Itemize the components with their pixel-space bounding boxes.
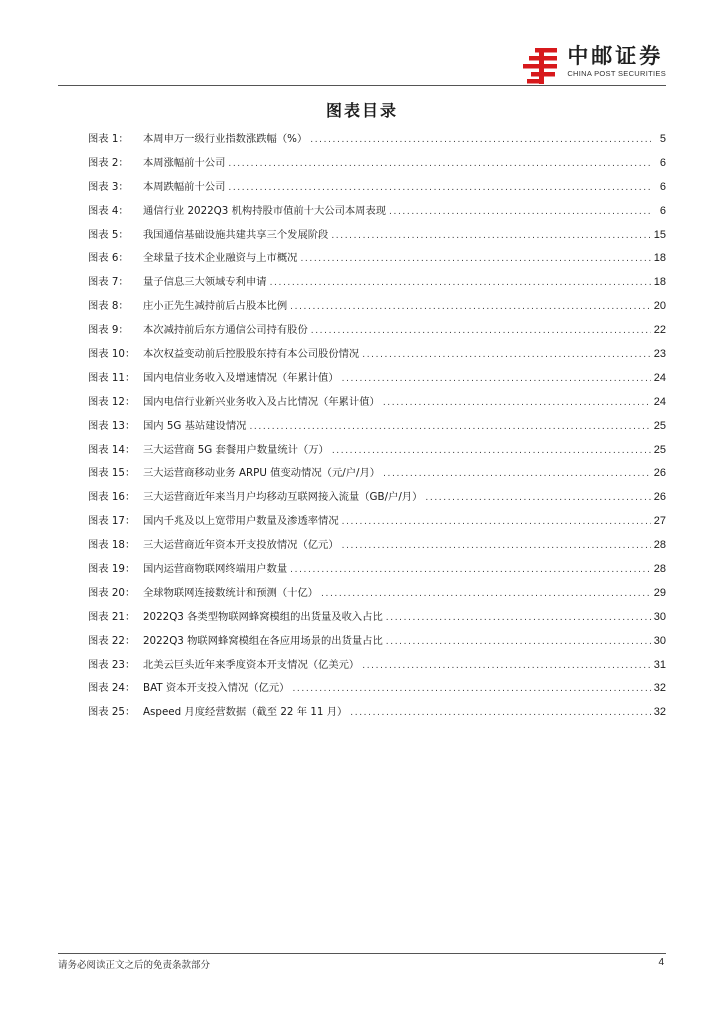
brand-name-en: CHINA POST SECURITIES (567, 69, 666, 78)
toc-entry-title[interactable]: 2022Q3 各类型物联网蜂窝模组的出货量及收入占比 (143, 610, 383, 623)
toc-dot-leader (389, 207, 651, 217)
toc-entry-label: 图表 25： (88, 706, 136, 719)
toc-entry-label: 图表 2： (88, 156, 129, 169)
toc-entry-label: 图表 24： (88, 682, 136, 695)
toc-entry-page[interactable]: 18 (653, 252, 666, 265)
toc-entry[interactable] (88, 488, 666, 512)
toc-dot-leader (249, 422, 650, 432)
toc-entry-page[interactable]: 32 (653, 706, 666, 719)
toc-entry[interactable] (88, 369, 666, 393)
toc-entry-label: 图表 23： (88, 658, 136, 671)
toc-entry-title[interactable]: Aspeed 月度经营数据（截至 22 年 11 月） (143, 706, 348, 719)
brand-name-cn: 中邮证券 (567, 44, 664, 68)
toc-entry[interactable] (88, 178, 666, 202)
toc-dot-leader (228, 159, 651, 169)
toc-entry-label: 图表 13： (88, 419, 136, 432)
toc-entry-page[interactable]: 26 (653, 491, 666, 504)
toc-entry-title[interactable]: 三大运营商 5G 套餐用户数量统计（万） (143, 443, 329, 456)
toc-entry[interactable] (88, 512, 666, 536)
header-divider (58, 85, 666, 86)
toc-entry-title[interactable]: 全球量子技术企业融资与上市概况 (143, 252, 298, 265)
toc-entry-label: 图表 14： (88, 443, 136, 456)
toc-entry-label: 图表 3： (88, 180, 129, 193)
toc-entry-page[interactable]: 27 (653, 515, 666, 528)
toc-entry[interactable] (88, 417, 666, 441)
toc-entry[interactable] (88, 130, 666, 154)
toc-entry-page[interactable]: 30 (653, 634, 666, 647)
toc-entry-title[interactable]: 三大运营商近年资本开支投放情况（亿元） (143, 539, 339, 552)
toc-dot-leader (386, 637, 651, 647)
toc-entry-title[interactable]: 本周申万一级行业指数涨跌幅（%） (143, 133, 308, 145)
toc-entry[interactable] (88, 321, 666, 345)
toc-entry-page[interactable]: 23 (653, 348, 666, 361)
toc-entry[interactable] (88, 560, 666, 584)
toc-dot-leader (300, 254, 650, 264)
toc-entry-page[interactable]: 6 (659, 156, 666, 169)
toc-dot-leader (342, 541, 651, 551)
toc-entry-page[interactable]: 15 (653, 228, 666, 241)
toc-dot-leader (342, 374, 651, 384)
page-number: 4 (658, 957, 664, 968)
toc-entry-label: 图表 4： (88, 204, 129, 217)
toc-dot-leader (362, 350, 651, 360)
toc-entry-page[interactable]: 25 (653, 419, 666, 432)
toc-dot-leader (383, 469, 651, 479)
toc-entry[interactable] (88, 249, 666, 273)
footer-divider (58, 953, 666, 954)
toc-entry[interactable] (88, 273, 666, 297)
toc-entry-page[interactable]: 25 (653, 443, 666, 456)
toc-entry[interactable] (88, 632, 666, 656)
toc-entry[interactable] (88, 679, 666, 703)
toc-title: 图表目录 (325, 101, 398, 120)
page-header (0, 0, 724, 88)
toc-entry-label: 图表 1： (88, 133, 129, 145)
toc-dot-leader (290, 565, 651, 575)
toc-entry-label: 图表 6： (88, 252, 129, 265)
toc-entry[interactable] (88, 154, 666, 178)
toc-entry-label: 图表 12： (88, 395, 136, 408)
toc-entry[interactable] (88, 345, 666, 369)
toc-entry-label: 图表 18： (88, 539, 136, 552)
toc-dot-leader (331, 231, 650, 241)
toc-entry-label: 图表 20： (88, 586, 136, 599)
toc-entry-page[interactable]: 5 (659, 133, 666, 145)
toc-entry-title[interactable]: 三大运营商近年来当月户均移动互联网接入流量（GB/户/月） (143, 491, 423, 504)
toc-entry-page[interactable]: 24 (653, 371, 666, 384)
toc-entry-title[interactable]: 北美云巨头近年来季度资本开支情况（亿美元） (143, 658, 360, 671)
toc-entry-page[interactable]: 31 (653, 658, 666, 671)
toc-entry-page[interactable]: 30 (653, 610, 666, 623)
toc-dot-leader (342, 517, 651, 527)
toc-entry-title[interactable]: 国内电信业务收入及增速情况（年累计值） (143, 371, 339, 384)
toc-entry-label: 图表 17： (88, 515, 136, 528)
toc-entry-page[interactable]: 6 (659, 204, 666, 217)
toc-entry[interactable] (88, 297, 666, 321)
toc-entry[interactable] (88, 441, 666, 465)
toc-entry-label: 图表 19： (88, 563, 136, 576)
toc-entry-title[interactable]: 国内电信行业新兴业务收入及占比情况（年累计值） (143, 395, 380, 408)
toc-entry-page[interactable]: 26 (653, 467, 666, 480)
toc-entry-label: 图表 16： (88, 491, 136, 504)
toc-entry-title[interactable]: 我国通信基础设施共建共享三个发展阶段 (143, 228, 329, 241)
toc-entry-label: 图表 7： (88, 276, 129, 289)
toc-entry-page[interactable]: 22 (653, 324, 666, 337)
toc-entry-page[interactable]: 6 (659, 180, 666, 193)
toc-entry-page[interactable]: 28 (653, 539, 666, 552)
toc-entry-title[interactable]: 国内 5G 基站建设情况 (143, 419, 247, 432)
toc-dot-leader (383, 398, 651, 408)
toc-entry[interactable] (88, 202, 666, 226)
china-post-logo-icon (521, 46, 561, 86)
toc-dot-leader (270, 278, 651, 288)
toc-entry-title[interactable]: BAT 资本开支投入情况（亿元） (143, 682, 290, 695)
toc-entry-label: 图表 21： (88, 610, 136, 623)
toc-entry-title[interactable]: 通信行业 2022Q3 机构持股市值前十大公司本周表现 (143, 204, 387, 217)
toc-entry[interactable] (88, 608, 666, 632)
toc-entry[interactable] (88, 226, 666, 250)
toc-entry-page[interactable]: 29 (653, 586, 666, 599)
toc-entry-label: 图表 5： (88, 228, 129, 241)
toc-entry-title[interactable]: 本周跌幅前十公司 (143, 180, 226, 193)
toc-entry-page[interactable]: 20 (653, 300, 666, 313)
toc-entry-title[interactable]: 本次减持前后东方通信公司持有股份 (143, 324, 308, 337)
toc-entry-title[interactable]: 庄小正先生减持前后占股本比例 (143, 300, 288, 313)
footer-disclaimer: 请务必阅读正文之后的免责条款部分 (58, 960, 211, 971)
toc-dot-leader (292, 684, 650, 694)
toc-dot-leader (310, 135, 651, 145)
toc-entry-label: 图表 11： (88, 371, 136, 384)
toc-dot-leader (332, 446, 651, 456)
toc-entry[interactable] (88, 703, 666, 727)
toc-dot-leader (350, 708, 650, 718)
toc-entry-label: 图表 10： (88, 348, 136, 361)
toc-dot-leader (425, 493, 650, 503)
toc-dot-leader (386, 613, 651, 623)
toc-entry-label: 图表 22： (88, 634, 136, 647)
toc-entry-title[interactable]: 三大运营商移动业务 ARPU 值变动情况（元/户/月） (143, 467, 381, 480)
toc-entry-label: 图表 9： (88, 324, 129, 337)
toc-entry-title[interactable]: 本次权益变动前后控股股东持有本公司股份情况 (143, 348, 360, 361)
toc-entry-page[interactable]: 28 (653, 563, 666, 576)
toc-dot-leader (228, 183, 651, 193)
toc-entry[interactable] (88, 656, 666, 680)
toc-dot-leader (321, 589, 651, 599)
toc-entry-label: 图表 15： (88, 467, 136, 480)
toc-entry-title[interactable]: 量子信息三大领域专利申请 (143, 276, 267, 289)
toc-entry[interactable] (88, 464, 666, 488)
toc-entry-title[interactable]: 国内千兆及以上宽带用户数量及渗透率情况 (143, 515, 339, 528)
toc-dot-leader (362, 661, 651, 671)
toc-entry[interactable] (88, 584, 666, 608)
toc-entry-page[interactable]: 32 (653, 682, 666, 695)
toc-entry-title[interactable]: 全球物联网连接数统计和预测（十亿） (143, 586, 319, 599)
toc-entry-page[interactable]: 24 (653, 395, 666, 408)
toc-dot-leader (311, 326, 651, 336)
toc-entry-title[interactable]: 2022Q3 物联网蜂窝模组在各应用场景的出货量占比 (143, 634, 383, 647)
company-logo (521, 44, 666, 86)
toc-entry[interactable] (88, 536, 666, 560)
toc-entry-title[interactable]: 国内运营商物联网终端用户数量 (143, 563, 288, 576)
toc-entry-title[interactable]: 本周涨幅前十公司 (143, 156, 226, 169)
toc-dot-leader (290, 302, 651, 312)
table-of-figures (88, 130, 666, 727)
toc-entry-page[interactable]: 18 (653, 276, 666, 289)
toc-entry-label: 图表 8： (88, 300, 129, 313)
toc-entry[interactable] (88, 393, 666, 417)
